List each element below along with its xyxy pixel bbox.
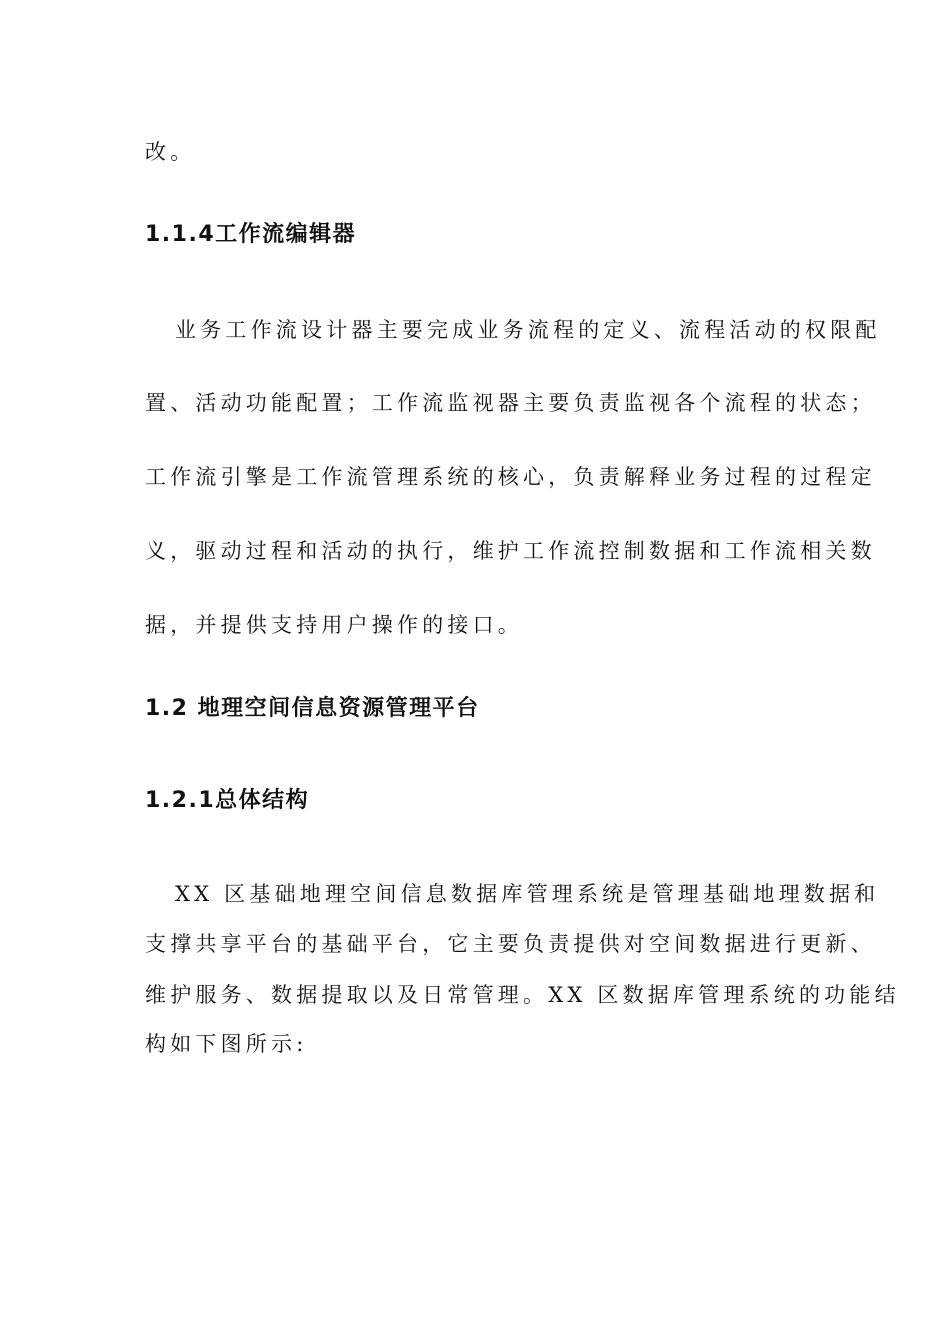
section-heading-1-1-4: 1.1.4工作流编辑器 <box>145 222 357 247</box>
paragraph-line: 工作流引擎是工作流管理系统的核心，负责解释业务过程的过程定 <box>145 465 876 489</box>
paragraph-line: 维护服务、数据提取以及日常管理。XX 区数据库管理系统的功能结 <box>145 983 900 1007</box>
section-heading-1-2: 1.2 地理空间信息资源管理平台 <box>145 696 480 721</box>
paragraph-line: 置、活动功能配置；工作流监视器主要负责监视各个流程的状态； <box>145 391 876 415</box>
paragraph-line: 构如下图所示: <box>145 1032 308 1056</box>
paragraph-line: XX 区基础地理空间信息数据库管理系统是管理基础地理数据和 <box>175 882 880 906</box>
continuation-text: 改。 <box>145 140 196 164</box>
paragraph-line: 据，并提供支持用户操作的接口。 <box>145 613 523 637</box>
section-heading-1-2-1: 1.2.1总体结构 <box>145 788 310 813</box>
paragraph-line: 支撑共享平台的基础平台，它主要负责提供对空间数据进行更新、 <box>145 932 876 956</box>
paragraph-line: 业务工作流设计器主要完成业务流程的定义、流程活动的权限配 <box>175 318 881 342</box>
paragraph-line: 义，驱动过程和活动的执行，维护工作流控制数据和工作流相关数 <box>145 539 876 563</box>
